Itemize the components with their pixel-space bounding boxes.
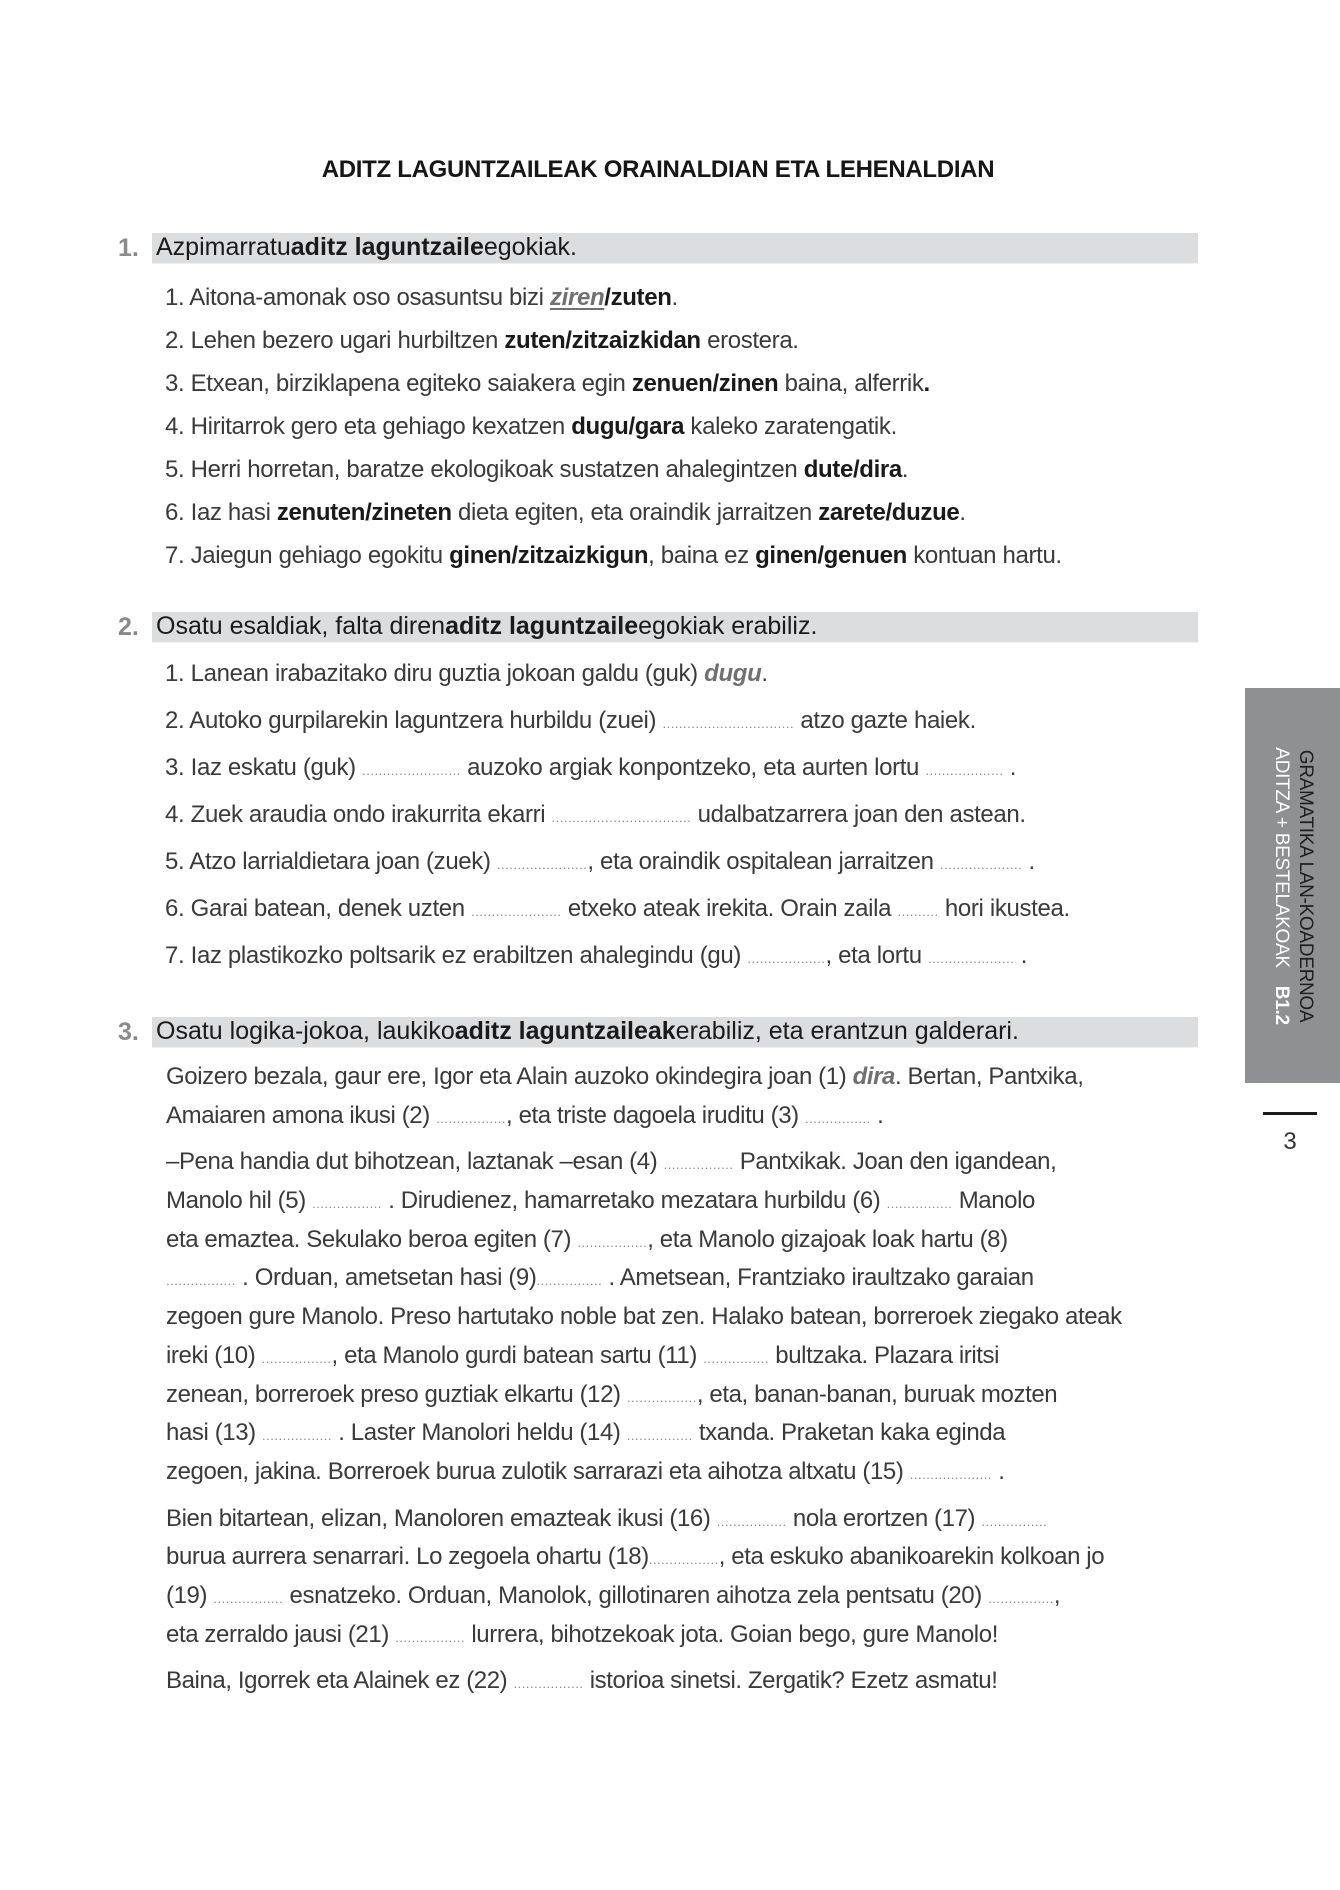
text-fragment: . [1003,754,1017,781]
answer-blank[interactable]: ................ [805,1110,871,1126]
example-answer: dira [852,1063,895,1090]
text-fragment: hori ikustea. [938,895,1070,922]
list-item [165,405,1205,448]
text-line [166,1376,1206,1415]
text-fragment: . [1022,848,1035,875]
paragraph [166,1662,1206,1701]
text-fragment: , eta oraindik ospitalean jarraitzen [587,848,940,875]
verb-options: zarete/duzue [818,499,960,526]
list-item [165,791,1205,838]
answer-blank[interactable]: ................. [648,1552,719,1568]
text-fragment: aditz laguntzaileak [454,1017,676,1045]
exercise-3-header [118,1016,1198,1048]
list-item [165,932,1205,979]
exercise-2-header [118,611,1198,643]
text-fragment: zenean, borreroek preso guztiak elkartu (12) [166,1380,627,1408]
answer-blank[interactable]: ................ [536,1273,603,1289]
text-line [166,1577,1206,1616]
exercise-1-items [165,276,1205,577]
verb-options: zuten/zitzaizkidan [504,327,701,354]
text-fragment: . [761,660,768,687]
text-fragment: . Bertan, Pantxika, [895,1063,1084,1090]
list-item [165,362,1205,405]
verb-options: dute/dira [803,456,902,483]
text-fragment: . [870,1101,884,1129]
list-item [165,650,1205,697]
exercise-instruction [152,233,1198,264]
list-item [165,319,1205,362]
text-fragment: Manolo hil (5) [166,1187,313,1215]
answer-blank[interactable]: ................... [747,951,826,966]
text-fragment: Manolo [952,1187,1036,1215]
text-fragment: 2. Lehen bezero ugari hurbiltzen [165,327,505,354]
text-fragment: –Pena handia dut bihotzean, laztanak –esan (4) [166,1148,664,1176]
text-fragment: bultzaka. Plazara iritsi [768,1341,1000,1369]
text-fragment: burua aurrera senarrari. Lo zegoela ohartu (18) [166,1543,649,1571]
text-line [166,1453,1206,1492]
list-item [165,276,1205,319]
text-fragment: (19) [166,1581,214,1609]
paragraph [166,1500,1206,1655]
text-fragment: / [604,284,611,311]
text-fragment: Amaiaren amona ikusi (2) [166,1101,437,1129]
story-text [166,1058,1206,1701]
list-item [165,697,1205,744]
verb-options: zenuten/zineten [276,499,452,526]
text-fragment: 3. Iaz eskatu (guk) [165,754,363,781]
text-fragment: ADITZA + BESTELAKOAK [1270,746,1292,968]
text-fragment: , [1053,1581,1061,1609]
answer-blank[interactable]: ...................... [471,904,562,919]
paragraph [166,1143,1206,1491]
answer-blank[interactable]: .................................. [551,810,692,825]
text-fragment: . Orduan, ametsetan hasi (9) [235,1264,537,1292]
text-fragment: Goizero bezala, gaur ere, Igor eta Alain auzoko okindegira joan (1) [166,1063,853,1090]
text-fragment: . [992,1457,1005,1485]
text-fragment: , eta Manolo gurdi batean sartu (11) [331,1341,704,1369]
answer-blank[interactable]: ................. [262,1428,332,1444]
text-fragment: 1. Lanean irabazitako diru guztia jokoan galdu (guk) [165,660,705,687]
list-item [165,491,1205,534]
list-item [165,744,1205,791]
example-answer: dugu [704,660,762,687]
list-item [165,838,1205,885]
text-fragment: istorioa sinetsi. Zergatik? Ezetz asmatu! [583,1667,998,1695]
text-fragment: 5. Herri horretan, baratze ekologikoak sustatzen ahalegintzen [165,456,804,483]
text-fragment: erostera. [700,327,799,354]
text-fragment: 1. Aitona-amonak oso osasuntsu bizi [165,284,550,311]
text-line [166,1337,1206,1376]
text-fragment: Azpimarratu [156,233,291,261]
side-tab-text [1269,688,1317,1083]
text-line [166,1414,1206,1453]
text-fragment: 7. Iaz plastikozko poltsarik ez erabiltzen ahalegindu (gu) [165,942,748,969]
text-fragment: kontuan hartu. [906,542,1062,569]
workbook-title: GRAMATIKA LAN-KOADERNOA [1294,749,1316,1022]
text-fragment: baina, alferrik [778,370,924,397]
text-line [166,1616,1206,1655]
exercise-number: 2. [118,612,139,641]
text-fragment: . [901,456,909,483]
text-line [166,1500,1206,1539]
answer-blank[interactable]: ................................ [662,716,795,731]
exercise-instruction [152,1017,1198,1048]
text-fragment: kaleko zaratengatik. [684,413,897,440]
answer-blank[interactable]: ................. [213,1590,284,1606]
answer-blank[interactable]: ................. [626,1389,697,1405]
text-fragment: Baina, Igorrek eta Alainek ez (22) [166,1667,514,1695]
answer-blank[interactable]: ................. [663,1157,734,1173]
answer-blank[interactable]: ................. [577,1234,648,1250]
answer-blank[interactable]: ................ [981,1513,1048,1529]
answer-blank[interactable]: ................ [626,1428,693,1444]
text-fragment: eta zerraldo jausi (21) [166,1620,396,1648]
text-fragment: 3. Etxean, birziklapena egiteko saiakera egin [165,370,632,397]
exercise-2-items [165,650,1205,979]
exercise-number: 1. [118,233,139,262]
text-fragment: . [959,499,966,526]
answer-blank[interactable]: ................. [395,1629,466,1645]
text-fragment: , eta lortu [825,942,929,969]
answer-blank[interactable]: ...................... [496,857,588,872]
answer-blank[interactable]: .................... [909,1466,992,1482]
text-fragment: txanda. Praketan kaka eginda [692,1419,1006,1447]
text-fragment: atzo gazte haiek. [794,707,976,734]
answer-blank[interactable]: ................. [312,1196,382,1212]
exercise-instruction [152,612,1198,643]
text-line [166,1662,1206,1701]
verb-options: zenuen/zinen [631,370,779,397]
text-line [166,1259,1206,1298]
text-line [166,1221,1206,1260]
text-fragment: lurrera, bihotzekoak jota. Goian bego, gure Manolo! [465,1620,998,1648]
list-item [165,534,1205,577]
workbook-subtitle [1269,688,1293,1083]
answer-blank[interactable]: ................. [166,1273,236,1289]
text-line [166,1097,1206,1136]
text-fragment: , eta, banan-banan, buruak mozten [696,1380,1058,1408]
text-fragment: aditz laguntzaile [445,612,639,640]
text-fragment: auzoko argiak konpontzeko, eta aurten lortu [460,754,926,781]
answer-blank[interactable]: ................. [261,1350,332,1366]
paragraph [166,1058,1206,1135]
text-line [166,1538,1206,1577]
answer-blank[interactable]: ................... [925,763,1004,778]
text-fragment: , eta eskuko abanikoarekin kolkoan jo [718,1543,1105,1571]
answer-blank[interactable]: ................ [886,1196,953,1212]
text-fragment: erabiliz, eta erantzun galderari. [675,1017,1019,1045]
text-line [166,1058,1206,1097]
verb-options: ginen/zitzaizkigun [449,542,649,569]
text-fragment: udalbatzarrera joan den astean. [691,801,1026,828]
text-fragment: 2. Autoko gurpilarekin laguntzera hurbildu (zuei) [165,707,663,734]
list-item [165,448,1205,491]
text-fragment: esnatzeko. Orduan, Manolok, gillotinaren aihotza zela pentsatu (20) [283,1581,989,1609]
text-fragment: zuten [610,284,672,311]
level-label: B1.2 [1270,985,1292,1025]
side-tab [1245,688,1340,1083]
text-fragment: . [1014,942,1028,969]
text-fragment: 4. Zuek araudia ondo irakurrita ekarri [165,801,552,828]
text-fragment: . Laster Manolori heldu (14) [331,1419,627,1447]
text-fragment: ireki (10) [166,1341,262,1369]
text-fragment: 7. Jaiegun gehiago egokitu [165,542,450,569]
text-line [166,1182,1206,1221]
answer-blank[interactable]: ................ [988,1590,1054,1606]
text-fragment: egokiak erabiliz. [638,612,818,640]
list-item [165,885,1205,932]
page-title: ADITZ LAGUNTZAILEAK ORAINALDIAN ETA LEHENALDIAN [321,156,995,183]
text-fragment: etxeko ateak irekita. Orain zaila [561,895,898,922]
text-fragment: aditz laguntzaile [290,233,484,261]
text-fragment: . Dirudienez, hamarretako mezatara hurbildu (6) [381,1187,887,1215]
answer-blank[interactable]: ........................ [362,763,461,778]
answer-blank[interactable]: .......... [897,904,939,919]
text-fragment: . [671,284,678,311]
verb-options: ginen/genuen [755,542,907,569]
text-fragment: eta emaztea. Sekulako beroa egiten (7) [166,1225,578,1253]
text-fragment: zegoen, jakina. Borreroek burua zulotik sarrarazi eta aihotza altxatu (15) [166,1457,910,1485]
text-fragment: , baina ez [648,542,756,569]
text-fragment: Osatu logika-jokoa, laukiko [156,1017,455,1045]
text-fragment: dieta egiten, eta oraindik jarraitzen [451,499,819,526]
text-fragment: hasi (13) [166,1419,263,1447]
text-fragment: Bien bitartean, elizan, Manoloren emazteak ikusi (16) [166,1504,717,1532]
answer-blank[interactable]: .................... [939,857,1023,872]
text-fragment: Osatu esaldiak, falta diren [156,612,446,640]
text-fragment: 6. Iaz hasi [165,499,277,526]
exercise-number: 3. [118,1017,139,1046]
exercise-1-header [118,232,1198,264]
text-fragment: 6. Garai batean, denek uzten [165,895,472,922]
text-fragment: . [923,370,930,397]
text-fragment: , eta triste dagoela iruditu (3) [506,1101,805,1129]
answer-blank[interactable]: ..................... [928,951,1015,966]
text-fragment: nola erortzen (17) [786,1504,982,1532]
verb-options: dugu/gara [571,413,685,440]
answer-blank[interactable]: ................. [716,1513,787,1529]
text-fragment: 4. Hiritarrok gero eta gehiago kexatzen [165,413,572,440]
text-fragment: 5. Atzo larrialdietara joan (zuek) [165,848,497,875]
text-line [166,1143,1206,1182]
text-fragment: . Ametsean, Frantziako iraultzako garaian [602,1264,1034,1292]
text-fragment: Pantxikak. Joan den igandean, [733,1148,1057,1176]
answer-blank[interactable]: ................. [436,1110,507,1126]
text-fragment: , eta Manolo gizajoak loak hartu (8) [647,1225,1008,1253]
text-line [166,1298,1206,1337]
text-fragment: zegoen gure Manolo. Preso hartutako noble bat zen. Halako batean, borreroek ziegako ateak [166,1303,1122,1331]
text-fragment: egokiak. [483,233,577,261]
answer-blank[interactable]: ................ [703,1350,769,1366]
underlined-answer: ziren [549,284,605,311]
page-number-rule [1263,1112,1317,1115]
page-number: 3 [1283,1128,1297,1155]
answer-blank[interactable]: ................. [513,1676,584,1692]
